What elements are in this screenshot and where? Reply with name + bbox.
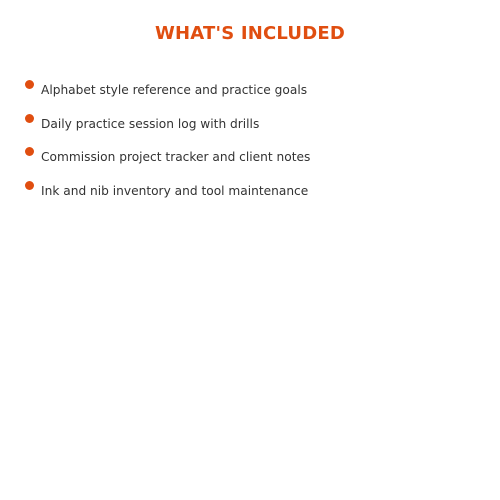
included-list bbox=[22, 78, 310, 212]
list-item-label: Commission project tracker and client notes bbox=[41, 150, 311, 164]
list-item-label: Daily practice session log with drills bbox=[41, 116, 260, 131]
list-item bbox=[22, 145, 310, 179]
list-item bbox=[22, 78, 310, 112]
list-item-label: Alphabet style reference and practice goals bbox=[41, 83, 308, 97]
bullet-dot-icon bbox=[25, 80, 34, 89]
bullet-dot-icon bbox=[25, 181, 34, 190]
list-item bbox=[22, 112, 310, 146]
page-title: WHAT'S INCLUDED bbox=[154, 23, 346, 44]
bullet-dot-icon bbox=[25, 114, 34, 123]
bullet-dot-icon bbox=[25, 147, 34, 156]
list-item-label: Ink and nib inventory and tool maintenance bbox=[41, 183, 309, 198]
list-item bbox=[22, 179, 310, 213]
